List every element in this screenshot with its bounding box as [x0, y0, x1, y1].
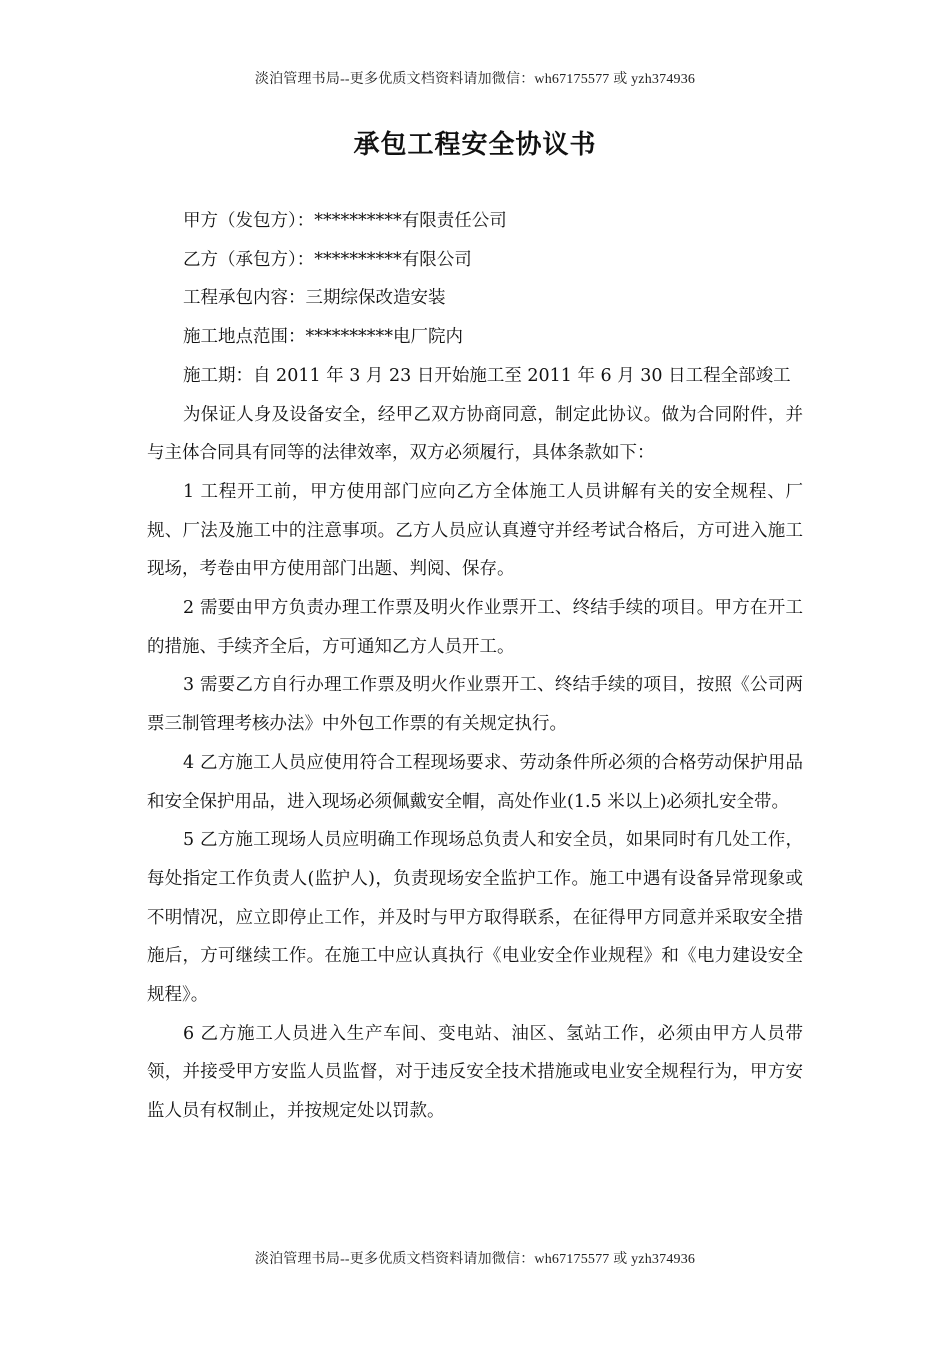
clause-3: 3 需要乙方自行办理工作票及明火作业票开工、终结手续的项目，按照《公司两票三制管理考核办法》中外包工作票的有关规定执行。: [147, 675, 803, 735]
footer-watermark: 淡泊管理书局--更多优质文档资料请加微信：wh67175577 或 yzh374936: [254, 1252, 696, 1267]
document-body: [147, 202, 803, 1131]
contract-content-field: 工程承包内容：三期综保改造安装: [183, 288, 446, 309]
clause-4: 4 乙方施工人员应使用符合工程现场要求、劳动条件所必须的合格劳动保护用品和安全保护用品，进入现场必须佩戴安全帽，高处作业(1.5 米以上)必须扎安全带。: [147, 752, 803, 812]
clause-5: 5 乙方施工现场人员应明确工作现场总负责人和安全员，如果同时有几处工作，每处指定工作负责人(监护人)，负责现场安全监护工作。施工中遇有设备异常现象或不明情况，应立即停止工作，并及时与甲方取得联系，在征得甲方同意并采取安全措施后，方可继续工作。在施工中应认真执行《电业安全作业规程》和《电力建设安全规程》。: [147, 830, 803, 1006]
intro-paragraph: 为保证人身及设备安全，经甲乙双方协商同意，制定此协议。做为合同附件，并与主体合同具有同等的法律效率，双方必须履行，具体条款如下：: [147, 404, 803, 464]
construction-period-field: 施工期：自 2011 年 3 月 23 日开始施工至 2011 年 6 月 30 日工程全部竣工: [183, 365, 791, 386]
header-watermark: 淡泊管理书局--更多优质文档资料请加微信：wh67175577 或 yzh374936: [254, 72, 696, 87]
clause-2: 2 需要由甲方负责办理工作票及明火作业票开工、终结手续的项目。甲方在开工的措施、手续齐全后，方可通知乙方人员开工。: [147, 598, 803, 657]
party-a-field: 甲方（发包方）：**********有限责任公司: [183, 211, 507, 231]
construction-site-field: 施工地点范围：**********电厂院内: [183, 327, 463, 348]
document-title: 承包工程安全协议书: [353, 130, 597, 160]
party-b-field: 乙方（承包方）：**********有限公司: [183, 249, 472, 270]
clause-1: 1 工程开工前，甲方使用部门应向乙方全体施工人员讲解有关的安全规程、厂规、厂法及施工中的注意事项。乙方人员应认真遵守并经考试合格后，方可进入施工现场，考卷由甲方使用部门出题、判阅、保存。: [147, 481, 803, 580]
clause-6: 6 乙方施工人员进入生产车间、变电站、油区、氢站工作，必须由甲方人员带领，并接受甲方安监人员监督，对于违反安全技术措施或电业安全规程行为，甲方安监人员有权制止，并按规定处以罚款。: [147, 1023, 803, 1122]
